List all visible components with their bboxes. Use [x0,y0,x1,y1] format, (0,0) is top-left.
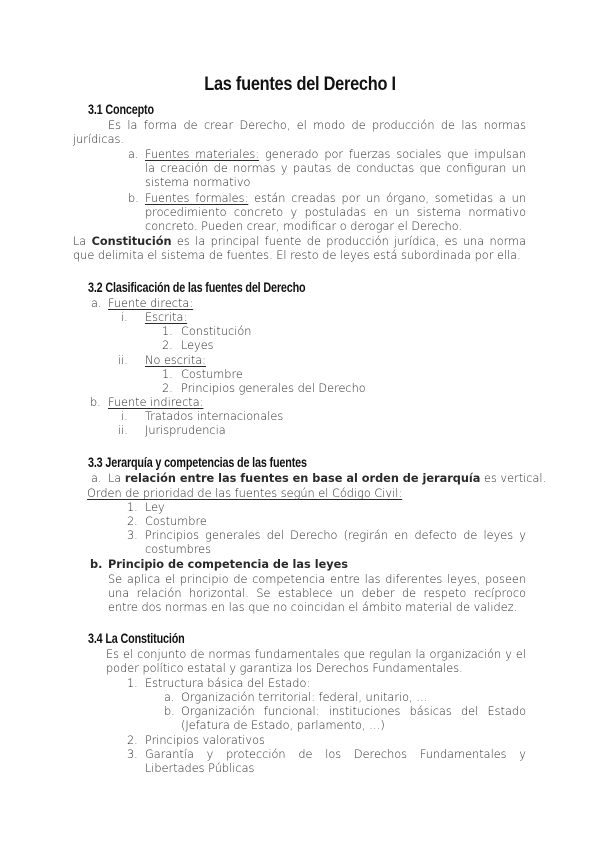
list-marker: b. [164,705,175,718]
fuentes-materiales-term: Fuentes materiales: [145,148,260,161]
fuentes-formales-line2: procedimiento concreto y postuladas en un sistema normativo [145,206,526,219]
fuentes-materiales-line2: la creación de normas y pautas de conductas que configuran un [145,162,526,175]
fuentes-formales-text: están creadas por un órgano, sometidas a un [248,192,526,205]
list-marker: ii. [118,424,128,437]
jerarquia-prefix: La [108,472,125,485]
list-marker: b. [90,558,103,571]
list-marker: 3. [127,748,138,761]
list-marker: a. [128,148,139,161]
list-marker: 2. [127,515,138,528]
concepto-intro-line1: Es la forma de crear Derecho, el modo de producción de las normas [108,119,526,132]
list-item: Principios generales del Derecho (regirán en defecto de leyes y [145,529,526,542]
constitucion-intro-line1: Es el conjunto de normas fundamentales que regulan la organización y el [106,648,526,661]
fuente-indirecta-label: Fuente indirecta: [108,396,204,409]
list-item: Ley [145,501,165,514]
list-marker: b. [90,396,101,409]
fuentes-materiales-text: generado por fuerzas sociales que impulsan [259,148,526,161]
list-marker: a. [91,297,102,310]
no-escrita-label: No escrita: [145,354,206,367]
section-heading-constitucion: 3.4 La Constitución [88,631,185,646]
list-marker: a. [164,691,175,704]
list-marker: i. [121,410,128,423]
page-title: Las fuentes del Derecho I [204,74,396,95]
list-item-continuation: costumbres [145,543,212,556]
jerarquia-suffix: es vertical. [480,472,547,485]
list-item: Estructura básica del Estado: [145,677,311,690]
list-marker: 2. [127,734,138,747]
section-heading-concepto: 3.1 Concepto [88,102,154,117]
list-marker: 1. [162,368,173,381]
competencia-line1: Se aplica el principio de competencia entre las diferentes leyes, poseen [108,573,526,586]
jerarquia-line [108,472,546,486]
fuentes-materiales-line1 [145,148,526,162]
list-item: Organización funcional: instituciones básicas del Estado [181,705,526,718]
list-item: Costumbre [145,515,207,528]
fuentes-materiales-line3: sistema normativo [145,176,251,189]
list-item: Costumbre [181,368,243,381]
fuente-directa-label: Fuente directa: [108,297,194,310]
list-marker: 2. [162,382,173,395]
fuentes-formales-term: Fuentes formales: [145,192,249,205]
constitucion-term: Constitución [91,235,172,248]
competencia-term: Principio de competencia de las leyes [108,558,348,571]
concepto-intro-line2: jurídicas. [73,133,125,146]
section-heading-clasificacion: 3.2 Clasificación de las fuentes del Derecho [88,280,306,295]
list-item: Jurisprudencia [145,424,226,437]
list-item: Principios generales del Derecho [181,382,366,395]
constitucion-line1 [73,235,526,249]
list-marker: b. [128,192,139,205]
constitucion-line2: que delimita el sistema de fuentes. El resto de leyes está subordinada por ella. [73,249,521,262]
fuentes-formales-line3: concreto. Pueden crear, modificar o derogar el Derecho. [145,220,462,233]
fuentes-formales-line1 [145,192,526,206]
list-item: Tratados internacionales [145,410,284,423]
escrita-label: Escrita: [145,311,188,324]
list-marker: 1. [127,501,138,514]
constitucion-prefix: La [73,235,92,248]
list-item: Organización territorial: federal, unitario, … [181,691,428,704]
list-item: Garantía y protección de los Derechos Fundamentales y [145,748,526,761]
list-marker: 2. [162,339,173,352]
list-marker: 1. [127,677,138,690]
list-item: Constitución [181,325,252,338]
list-marker: i. [121,311,128,324]
list-marker: ii. [118,354,128,367]
constitucion-text: es la principal fuente de producción jurídica, es una norma [171,235,526,248]
list-marker: 3. [127,529,138,542]
list-marker: 1. [162,325,173,338]
section-heading-jerarquia: 3.3 Jerarquía y competencias de las fuentes [88,455,307,470]
list-marker: a. [91,472,102,485]
orden-prioridad-label: Orden de prioridad de las fuentes según el Código Civil: [87,487,403,500]
competencia-line3: entre dos normas en las que no coincidan el ámbito material de validez. [108,601,518,614]
list-item-continuation: (Jefatura de Estado, parlamento, …) [181,719,385,732]
competencia-line2: una relación horizontal. Se establece un deber de respeto recíproco [108,587,526,600]
list-item: Principios valorativos [145,734,265,747]
list-item: Leyes [181,339,214,352]
list-item-continuation: Libertades Públicas [145,762,255,775]
constitucion-intro-line2: poder político estatal y garantiza los Derechos Fundamentales. [106,662,463,675]
jerarquia-term: relación entre las fuentes en base al orden de jerarquía [124,472,481,485]
